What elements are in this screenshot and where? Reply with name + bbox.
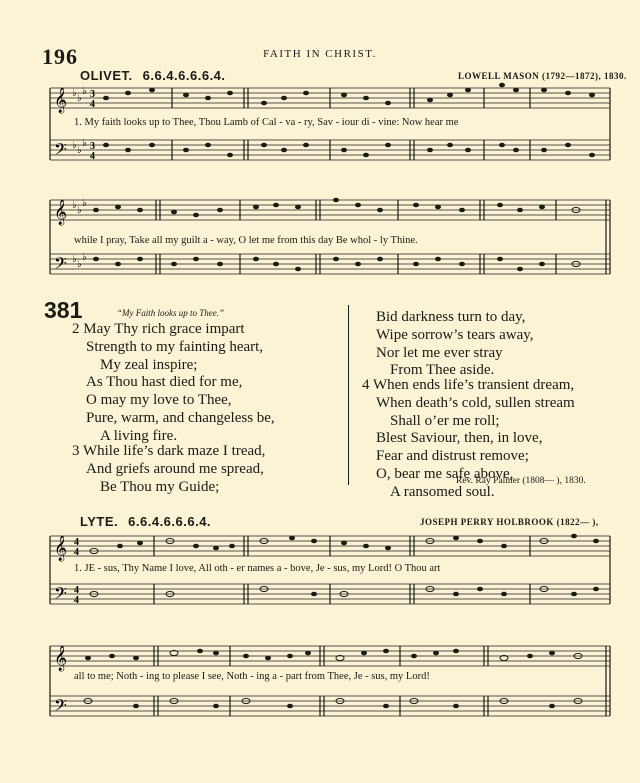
composer-credit: LOWELL MASON (1792—1872), 1830. [458,71,627,81]
page-number: 196 [42,44,78,69]
verse-line: O may my love to Thee, [86,392,232,409]
verse-line: A living fire. [100,427,178,444]
verse-line: Wipe sorrow’s tears away, [376,326,534,343]
meter: 6.6.4.6.6.6.4. [142,68,226,83]
column-divider [348,305,349,485]
verse-line: 2 May Thy rich grace impart [72,321,245,337]
svg-text:𝄞: 𝄞 [54,646,68,671]
verse-2 [72,321,275,446]
verse-line: A ransomed soul. [390,483,495,500]
svg-text:𝄞: 𝄞 [54,88,68,113]
hymn-source-note: “My Faith looks up to Thee.” [117,308,224,318]
verse-line: Fear and distrust remove; [376,448,529,465]
svg-text:♭: ♭ [82,252,87,263]
tune-name: LYTE. [80,514,119,529]
verse-line: And griefs around me spread, [86,460,264,477]
hymn-author: Rev. Ray Palmer (1808— ), 1830. [456,476,586,486]
svg-text:♭: ♭ [77,259,82,270]
verse-line: Nor let me ever stray [376,344,503,361]
svg-text:𝄞: 𝄞 [54,200,68,225]
hymn-number: 381 [44,297,83,323]
svg-text:3: 3 [90,89,95,100]
svg-text:4: 4 [74,537,79,548]
svg-text:𝄢: 𝄢 [54,583,67,607]
verse-line: When death’s cold, sullen stream [376,394,575,411]
verse-line: Blest Saviour, then, in love, [376,430,543,447]
svg-text:♭: ♭ [72,88,77,99]
svg-text:♭: ♭ [77,145,82,156]
svg-text:4: 4 [90,151,95,162]
svg-text:4: 4 [90,99,95,110]
composer-credit: JOSEPH PERRY HOLBROOK (1822— ), [420,517,599,527]
verse-line: Shall o’er me roll; [390,412,500,429]
svg-text:♭: ♭ [77,93,82,104]
svg-text:♭: ♭ [72,140,77,151]
svg-text:♭: ♭ [72,254,77,265]
verse-line: As Thou hast died for me, [86,374,243,391]
svg-text:♭: ♭ [72,200,77,211]
svg-text:♭: ♭ [82,138,87,149]
verse-line: My zeal inspire; [100,356,198,373]
page-header: FAITH IN CHRIST. [263,48,377,60]
lyrics-lyte-line1: 1. JE - sus, Thy Name I love, All oth - er names a - bove, Je - sus, my Lord! O Thou art [74,563,441,574]
svg-text:𝄢: 𝄢 [54,253,67,277]
verse-3-continued [362,309,534,380]
svg-text:♭: ♭ [82,86,87,97]
verse-line: Bid darkness turn to day, [376,309,526,325]
verse-3 [72,443,265,496]
verse-line: Strength to my fainting heart, [86,338,264,355]
svg-text:♭: ♭ [77,205,82,216]
verse-line: Be Thou my Guide; [100,478,220,495]
svg-text:𝄢: 𝄢 [54,139,67,163]
svg-text:𝄢: 𝄢 [54,695,67,719]
verse-line: 3 While life’s dark maze I tread, [72,443,266,459]
meter: 6.6.4.6.6.6.4. [128,514,212,529]
verse-line: From Thee aside. [390,362,495,379]
verse-line: O, bear me safe above, [376,465,514,482]
lyrics-lyte-line2: all to me; Noth - ing to please I see, Noth - ing a - part from Thee, Je - sus, my Lord! [74,671,430,682]
svg-text:𝄞: 𝄞 [54,536,68,561]
lyrics-olivet-line2: while I pray, Take all my guilt a - way, O let me from this day Be whol - ly Thine. [74,235,418,246]
svg-text:4: 4 [74,547,79,558]
tune-name: OLIVET. [80,68,133,83]
svg-text:4: 4 [74,585,79,596]
svg-text:4: 4 [74,595,79,606]
verse-line: 4 When ends life’s transient dream, [362,377,575,393]
svg-text:♭: ♭ [82,198,87,209]
lyrics-olivet-line1: 1. My faith looks up to Thee, Thou Lamb of Cal - va - ry, Sav - iour di - vine: Now hear me [74,117,459,128]
svg-text:3: 3 [90,141,95,152]
verse-line: Pure, warm, and changeless be, [86,409,275,426]
